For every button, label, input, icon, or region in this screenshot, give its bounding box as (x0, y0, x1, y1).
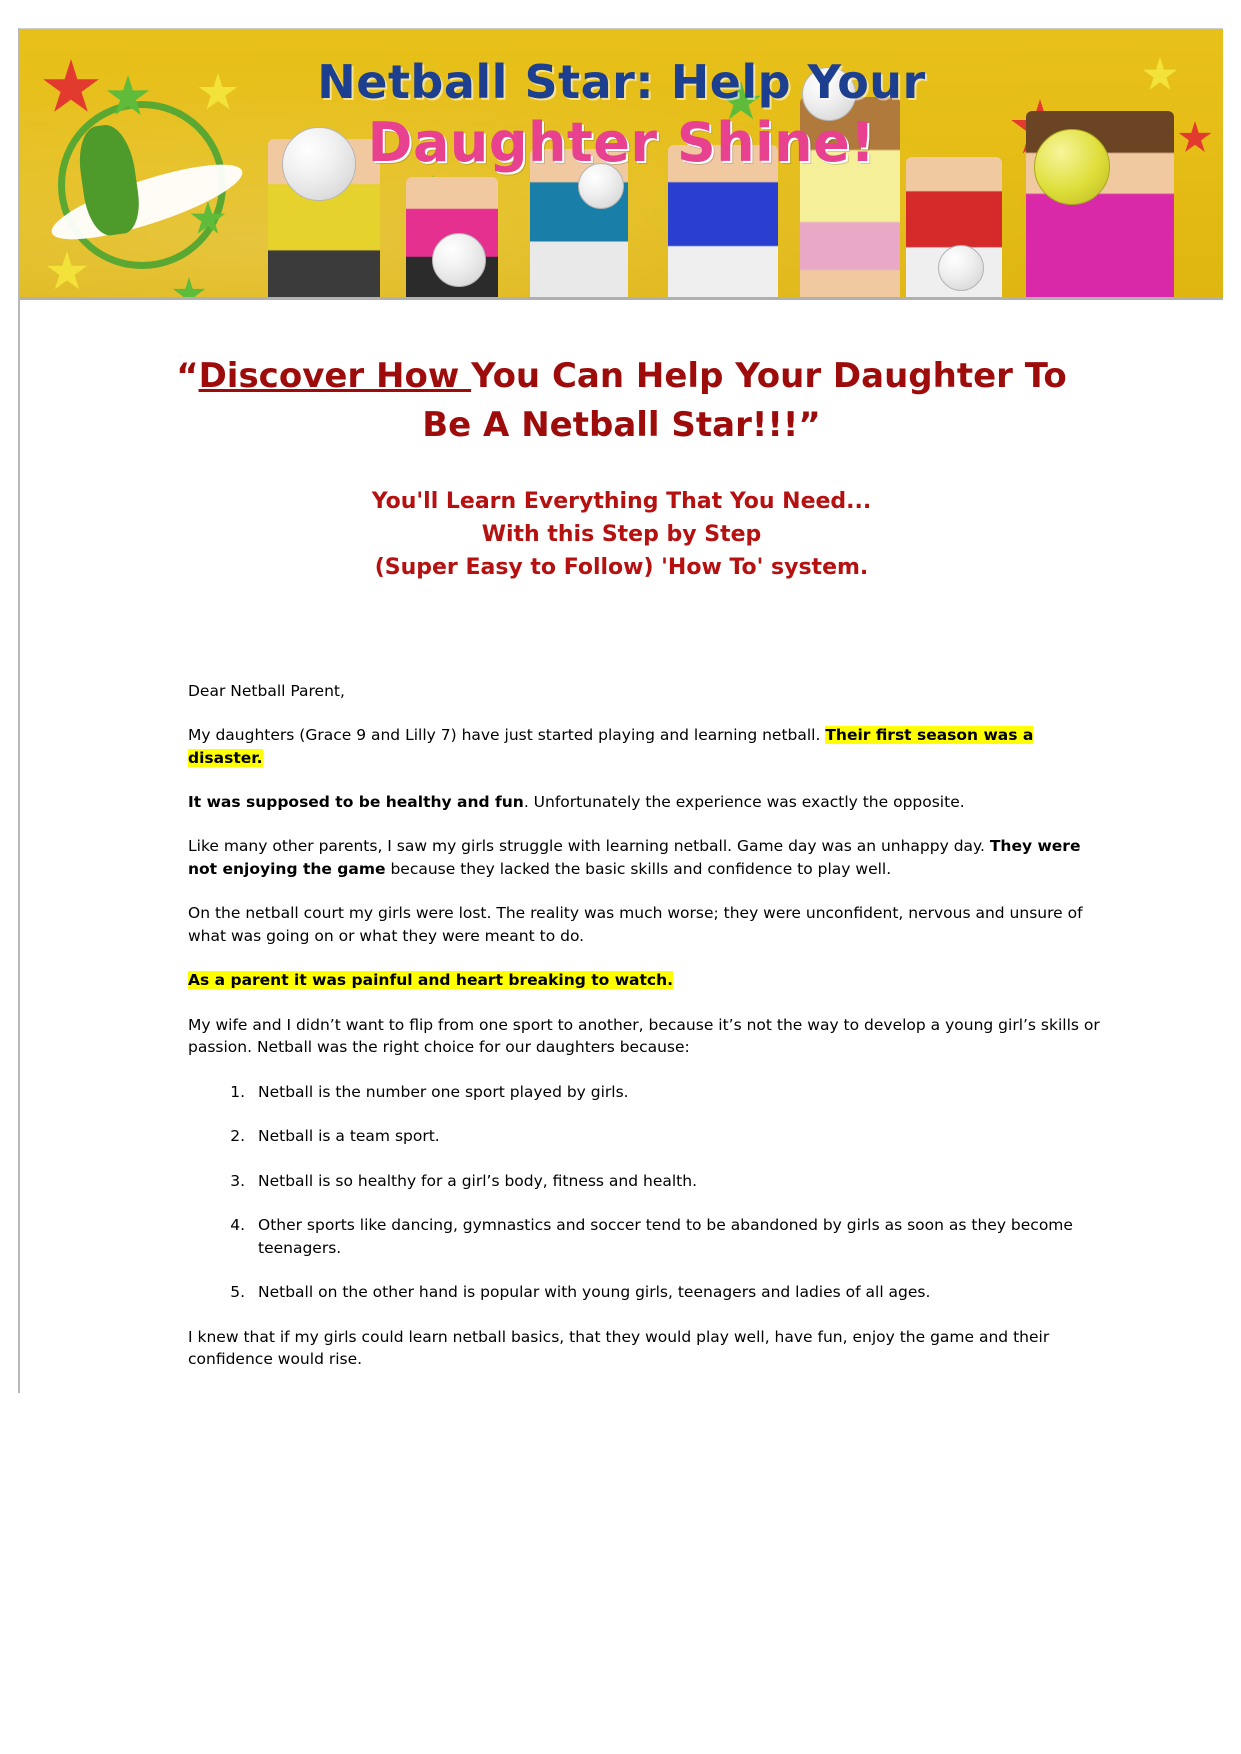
list-item: 2. Netball is a team sport. (250, 1125, 1103, 1147)
list-item: 3. Netball is so healthy for a girl’s body, fitness and health. (250, 1170, 1103, 1192)
headline-close-quote: ” (798, 405, 821, 446)
paragraph-3-bold: They were not enjoying the game (188, 837, 1081, 878)
letter-paragraph-2 (188, 791, 1103, 813)
paragraph-2-bold: It was supposed to be healthy and fun (188, 793, 524, 811)
star-icon (172, 277, 206, 300)
banner-title-line1: Netball Star: Help Your (317, 55, 926, 109)
paragraph-5-highlight: As a parent it was painful and heart breaking to watch. (188, 971, 673, 990)
page-subheadline (172, 485, 1072, 584)
headline-rest-text: You Can Help Your Daughter To Be A Netball Star!!! (422, 356, 1067, 446)
page-headline (172, 352, 1072, 451)
subhead-line-1: You'll Learn Everything That You Need... (371, 488, 872, 514)
letter-salutation: Dear Netball Parent, (188, 681, 345, 700)
letter-paragraph-7: I knew that if my girls could learn netball basics, that they would play well, have fun, enjoy the game and their confidence would rise. (188, 1327, 1050, 1369)
header-banner-image (20, 29, 1223, 300)
letter-paragraph-6: My wife and I didn’t want to flip from one sport to another, because it’s not the way to develop a young girl’s skills or passion. Netball was the right choice for our daughters because: (188, 1015, 1100, 1057)
banner-artwork (20, 29, 1223, 297)
subhead-line-2: With this Step by Step (481, 521, 762, 547)
list-item: 5. Netball on the other hand is popular with young girls, teenagers and ladies of all ages. (250, 1281, 1103, 1303)
netball-icon (432, 233, 486, 287)
netball-icon (938, 245, 984, 291)
paragraph-3-text-b: because they lacked the basic skills and confidence to play well. (385, 859, 892, 878)
headline-underlined-text: Discover How (198, 356, 472, 396)
banner-title-line2: Daughter Shine! (367, 111, 876, 174)
paragraph-1-text: My daughters (Grace 9 and Lilly 7) have just started playing and learning netball. (188, 726, 826, 745)
paragraph-1-highlight: Their first season was a disaster. (188, 726, 1034, 767)
letter-paragraph-4: On the netball court my girls were lost. The reality was much worse; they were unconfident, nervous and unsure of what was going on or what they were meant to do. (188, 904, 1083, 945)
letter-paragraph-1 (188, 724, 1103, 769)
subhead-line-3: (Super Easy to Follow) 'How To' system. (374, 554, 869, 580)
paragraph-3-text-a: Like many other parents, I saw my girls struggle with learning netball. Game day was an unhappy day. (188, 837, 990, 856)
letter-body (20, 680, 1223, 1371)
headline-open-quote: “ (176, 356, 199, 396)
letter-paragraph-3 (188, 835, 1103, 880)
sales-letter-page (18, 28, 1223, 1393)
list-item: 4. Other sports like dancing, gymnastics and soccer tend to be abandoned by girls as soon as they become teenagers. (250, 1214, 1103, 1259)
paragraph-2-text: . Unfortunately the experience was exactly the opposite. (523, 793, 965, 811)
letter-paragraph-5 (188, 969, 1103, 991)
star-icon (46, 251, 88, 293)
list-item: 1. Netball is the number one sport played by girls. (250, 1081, 1103, 1103)
reasons-list (188, 1081, 1103, 1304)
